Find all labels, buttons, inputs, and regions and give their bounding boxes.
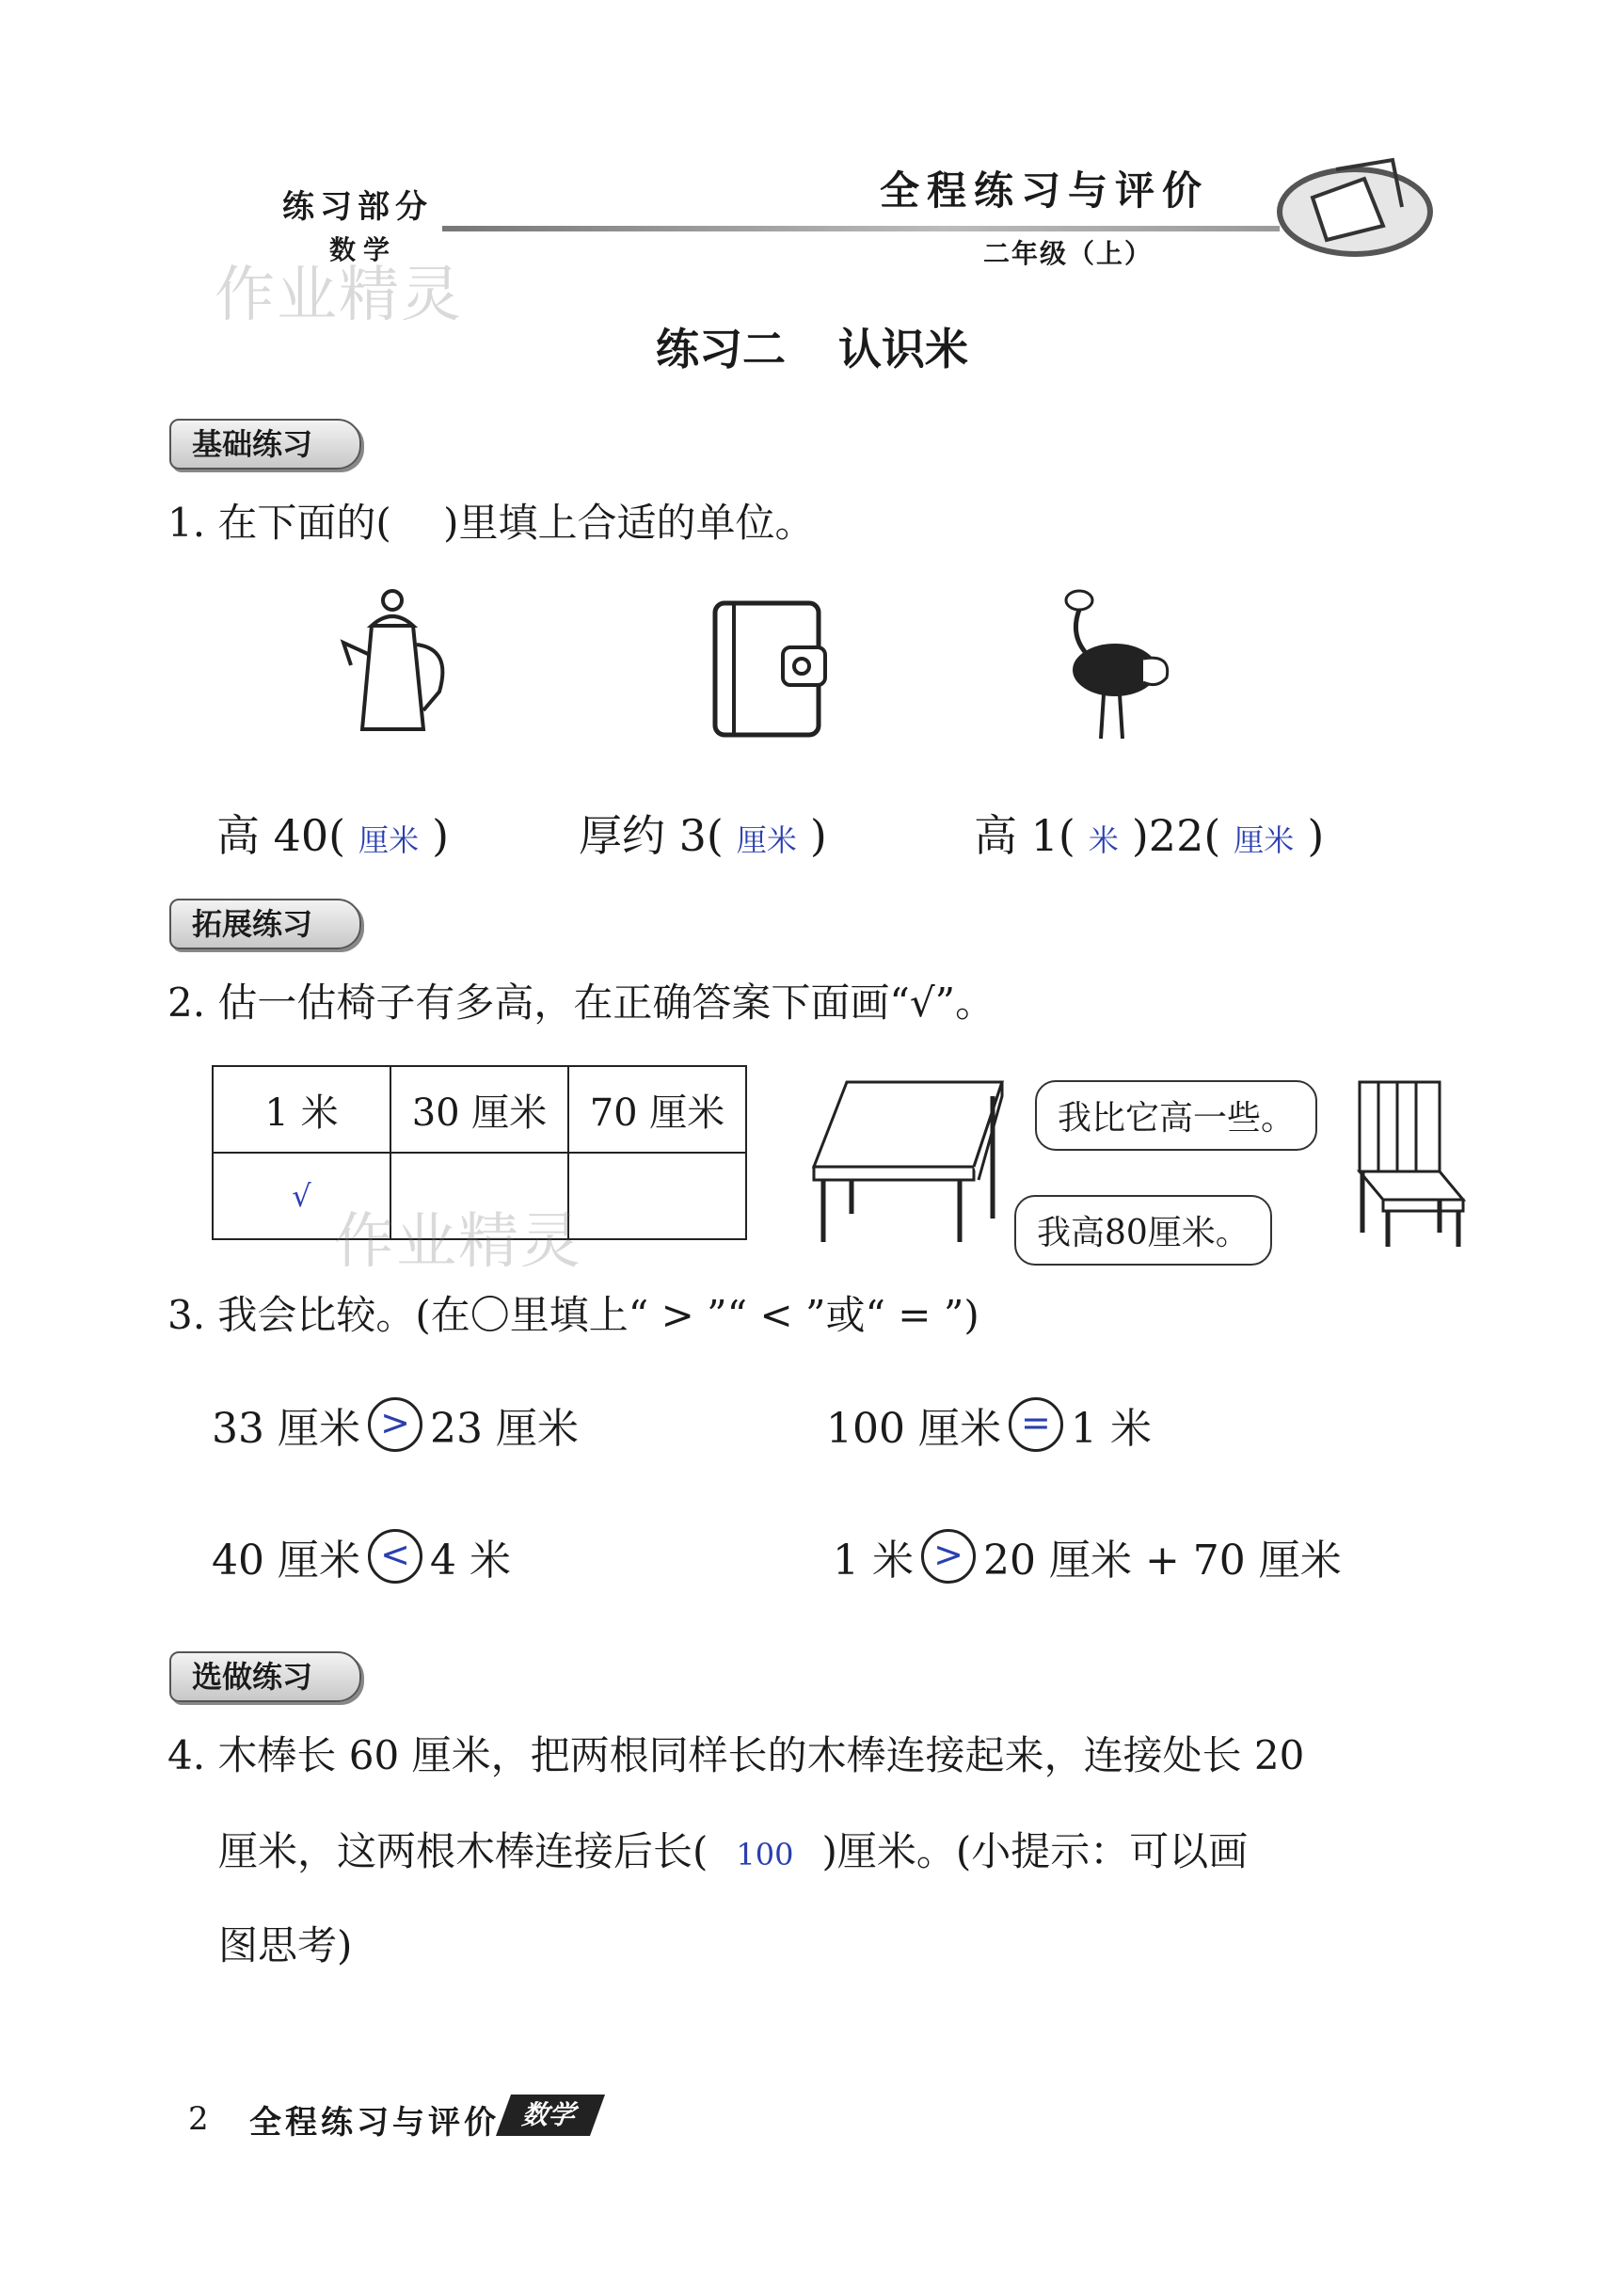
q3-item-4 (833, 1526, 1342, 1586)
q2-option-2: 30 厘米 (390, 1066, 568, 1153)
q3-item-3-left: 40 厘米 (212, 1537, 360, 1585)
q3-item-1-left: 33 厘米 (212, 1405, 360, 1453)
q4-line3: 图思考) (218, 1922, 353, 1968)
section-optional-label: 选做练习 (169, 1651, 361, 1702)
table-speech-bubble: 我高80厘米。 (1014, 1195, 1272, 1266)
q3-item-3-right: 4 米 (429, 1537, 511, 1585)
chair-speech-bubble: 我比它高一些。 (1035, 1080, 1317, 1151)
header-grade: 二年级（上） (983, 238, 1154, 269)
q1-item-3 (974, 802, 1324, 864)
wallet-icon (708, 596, 830, 741)
q4-line2-b: )厘米。(小提示：可以画 (821, 1828, 1249, 1874)
q2-option-3: 70 厘米 (568, 1066, 746, 1153)
teapot-icon (334, 588, 456, 743)
q4-answer[interactable]: 100 (736, 1837, 794, 1872)
section-extend-label: 拓展练习 (169, 899, 361, 949)
q1-item-1 (216, 802, 449, 864)
q3-item-4-right: 20 厘米 + 70 厘米 (982, 1537, 1342, 1585)
table-illustration-icon (809, 1077, 1011, 1247)
q2-answer-cell-3[interactable] (568, 1153, 746, 1239)
q4-line1: 4. 木棒长 60 厘米，把两根同样长的木棒连接起来，连接处长 20 (167, 1732, 1305, 1778)
header-left-subject: 数学 (329, 234, 398, 265)
q3-item-1-right: 23 厘米 (429, 1405, 579, 1453)
q1-item-2-prefix: 厚约 3( (579, 810, 724, 861)
q3-text: 3. 我会比较。(在〇里填上“ > ”“ < ”或“ = ”) (167, 1292, 979, 1338)
q3-item-2-left: 100 厘米 (826, 1405, 1001, 1453)
q3-item-3-circle[interactable]: < (368, 1529, 422, 1584)
q4-line2-a: 厘米，这两根木棒连接后长( (218, 1828, 709, 1874)
q1-text: 1. 在下面的( )里填上合适的单位。 (167, 500, 815, 546)
q3-item-4-left: 1 米 (833, 1537, 914, 1585)
header-left-title: 练习部分 (282, 188, 433, 226)
q3-item-2-circle[interactable]: = (1009, 1397, 1063, 1452)
section-basic-label: 基础练习 (169, 419, 361, 470)
q1-item-3-prefix: 高 1( (974, 810, 1075, 861)
title-part1: 练习二 (655, 324, 786, 374)
q1-item-3-answer2[interactable]: 厘米 (1234, 822, 1295, 858)
q2-answer-cell-1[interactable]: √ (213, 1153, 390, 1239)
q3-item-1 (212, 1394, 579, 1455)
watermark-top: 作业精灵 (215, 261, 463, 330)
page-title (0, 315, 1624, 377)
q1-item-3-mid: )22( (1131, 810, 1221, 861)
header-logo-icon (1270, 141, 1440, 263)
title-part2: 认识米 (838, 324, 968, 374)
footer-subject-tag: 数学 (496, 2095, 605, 2136)
q1-item-2-answer[interactable]: 厘米 (736, 822, 797, 858)
ostrich-icon (1049, 583, 1181, 743)
q1-item-1-answer[interactable]: 厘米 (358, 822, 420, 858)
header-book-title: 全程练习与评价 (880, 167, 1210, 214)
q3-item-2-right: 1 米 (1070, 1405, 1152, 1453)
chair-illustration-icon (1345, 1077, 1468, 1251)
q4-line2 (218, 1825, 1248, 1881)
header-divider (442, 226, 1280, 231)
q1-item-3-suffix: ) (1307, 810, 1325, 861)
q1-item-1-prefix: 高 40( (216, 810, 346, 861)
q1-item-2-suffix: ) (809, 810, 827, 861)
q3-item-2 (826, 1394, 1152, 1455)
q3-item-1-circle[interactable]: > (368, 1397, 422, 1452)
q2-option-1: 1 米 (213, 1066, 390, 1153)
footer-book-title: 全程练习与评价 (249, 2104, 500, 2142)
q1-item-1-suffix: ) (432, 810, 450, 861)
page-number: 2 (188, 2100, 209, 2138)
watermark-middle: 作业精灵 (334, 1207, 582, 1277)
q1-item-2 (579, 802, 827, 864)
q2-text: 2. 估一估椅子有多高，在正确答案下面画“√”。 (167, 980, 995, 1026)
q1-item-3-answer[interactable]: 米 (1088, 822, 1119, 858)
q3-item-4-circle[interactable]: > (921, 1529, 976, 1584)
q3-item-3 (212, 1526, 511, 1586)
